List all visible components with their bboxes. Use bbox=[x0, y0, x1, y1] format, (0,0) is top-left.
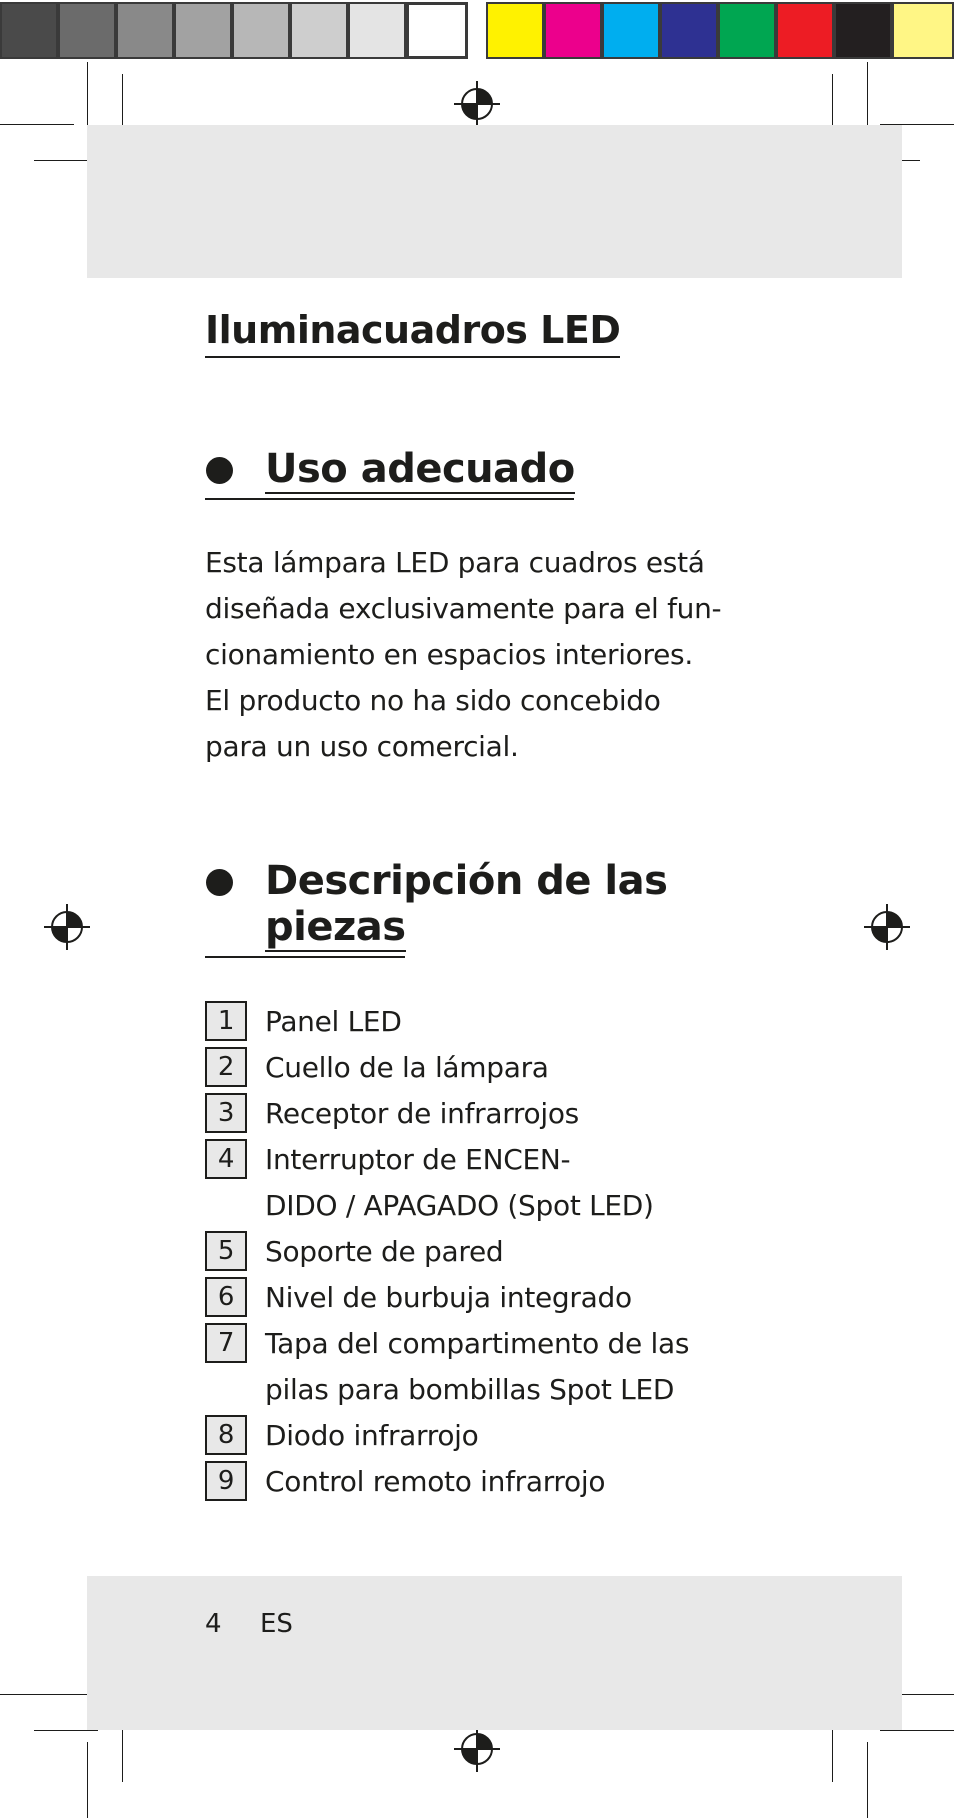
part-number-box: 1 bbox=[205, 1001, 247, 1041]
page-number: 4 bbox=[205, 1609, 222, 1639]
crop-mark bbox=[87, 62, 88, 134]
registration-mark-right bbox=[863, 903, 911, 951]
color-swatch bbox=[718, 2, 776, 59]
footer-band bbox=[87, 1576, 902, 1730]
part-label: Panel LED bbox=[265, 1005, 402, 1038]
part-label: Diodo infrarrojo bbox=[265, 1419, 479, 1452]
list-item-continuation bbox=[205, 1367, 765, 1413]
color-swatch bbox=[348, 2, 406, 59]
crop-mark bbox=[867, 1742, 868, 1818]
part-number-box: 7 bbox=[205, 1323, 247, 1363]
header-band bbox=[87, 125, 902, 278]
part-label: Control remoto infrarrojo bbox=[265, 1465, 606, 1498]
part-label: Cuello de la lámpara bbox=[265, 1051, 549, 1084]
paragraph-line: cionamiento en espacios interiores. bbox=[205, 638, 693, 671]
list-item bbox=[205, 1275, 765, 1321]
part-label: Receptor de infrarrojos bbox=[265, 1097, 579, 1130]
color-swatch bbox=[660, 2, 718, 59]
list-item bbox=[205, 999, 765, 1045]
part-label: Tapa del compartimento de las bbox=[265, 1327, 690, 1360]
color-swatch bbox=[116, 2, 174, 59]
registration-mark-left bbox=[43, 903, 91, 951]
crop-mark bbox=[0, 124, 74, 125]
color-calibration-bar bbox=[0, 0, 954, 61]
section-bullet bbox=[206, 457, 233, 484]
part-number-box: 2 bbox=[205, 1047, 247, 1087]
paragraph-line: para un uso comercial. bbox=[205, 730, 519, 763]
section-title-uso-adecuado bbox=[265, 446, 575, 494]
part-number-box: 4 bbox=[205, 1139, 247, 1179]
section-title-line: piezas bbox=[265, 904, 406, 950]
color-swatch bbox=[174, 2, 232, 59]
paragraph-line: diseñada exclusivamente para el fun- bbox=[205, 592, 722, 625]
part-number-box: 5 bbox=[205, 1231, 247, 1271]
section-paragraph bbox=[205, 540, 765, 770]
color-swatch bbox=[776, 2, 834, 59]
section-title-line: Descripción de las bbox=[265, 858, 668, 904]
part-label: DIDO / APAGADO (Spot LED) bbox=[265, 1189, 654, 1222]
part-label: pilas para bombillas Spot LED bbox=[265, 1373, 675, 1406]
color-swatch bbox=[544, 2, 602, 59]
list-item-continuation bbox=[205, 1183, 765, 1229]
part-label: Interruptor de ENCEN- bbox=[265, 1143, 571, 1176]
part-number-box: 6 bbox=[205, 1277, 247, 1317]
color-swatch bbox=[290, 2, 348, 59]
list-item bbox=[205, 1137, 765, 1183]
list-item bbox=[205, 1321, 765, 1367]
part-number-box: 3 bbox=[205, 1093, 247, 1133]
color-swatch bbox=[58, 2, 116, 59]
list-item bbox=[205, 1091, 765, 1137]
color-swatch bbox=[834, 2, 892, 59]
paragraph-line: Esta lámpara LED para cuadros está bbox=[205, 546, 705, 579]
section-title-descripcion bbox=[265, 858, 667, 952]
parts-list bbox=[205, 999, 765, 1505]
paragraph-line: El producto no ha sido concebido bbox=[205, 684, 661, 717]
section-title-underline bbox=[205, 956, 405, 958]
language-code: ES bbox=[260, 1609, 293, 1639]
color-swatch bbox=[0, 2, 58, 59]
list-item bbox=[205, 1459, 765, 1505]
color-swatch bbox=[486, 2, 544, 59]
list-item bbox=[205, 1045, 765, 1091]
crop-mark bbox=[880, 1730, 954, 1731]
crop-mark bbox=[0, 1694, 98, 1695]
document-title: Iluminacuadros LED bbox=[205, 306, 620, 358]
color-swatch bbox=[602, 2, 660, 59]
crop-mark bbox=[34, 1730, 98, 1731]
section-title-underline bbox=[205, 498, 574, 500]
list-item bbox=[205, 1413, 765, 1459]
part-number-box: 8 bbox=[205, 1415, 247, 1455]
part-number-box: 9 bbox=[205, 1461, 247, 1501]
registration-mark-bottom bbox=[453, 1725, 501, 1773]
color-swatch bbox=[406, 2, 468, 59]
part-label: Nivel de burbuja integrado bbox=[265, 1281, 632, 1314]
crop-mark bbox=[867, 62, 868, 134]
color-swatch bbox=[892, 2, 954, 59]
color-swatch bbox=[232, 2, 290, 59]
section-title-line: Uso adecuado bbox=[265, 446, 575, 492]
part-label: Soporte de pared bbox=[265, 1235, 504, 1268]
list-item bbox=[205, 1229, 765, 1275]
section-bullet bbox=[206, 869, 233, 896]
crop-mark bbox=[87, 1742, 88, 1818]
registration-mark-top bbox=[453, 80, 501, 128]
